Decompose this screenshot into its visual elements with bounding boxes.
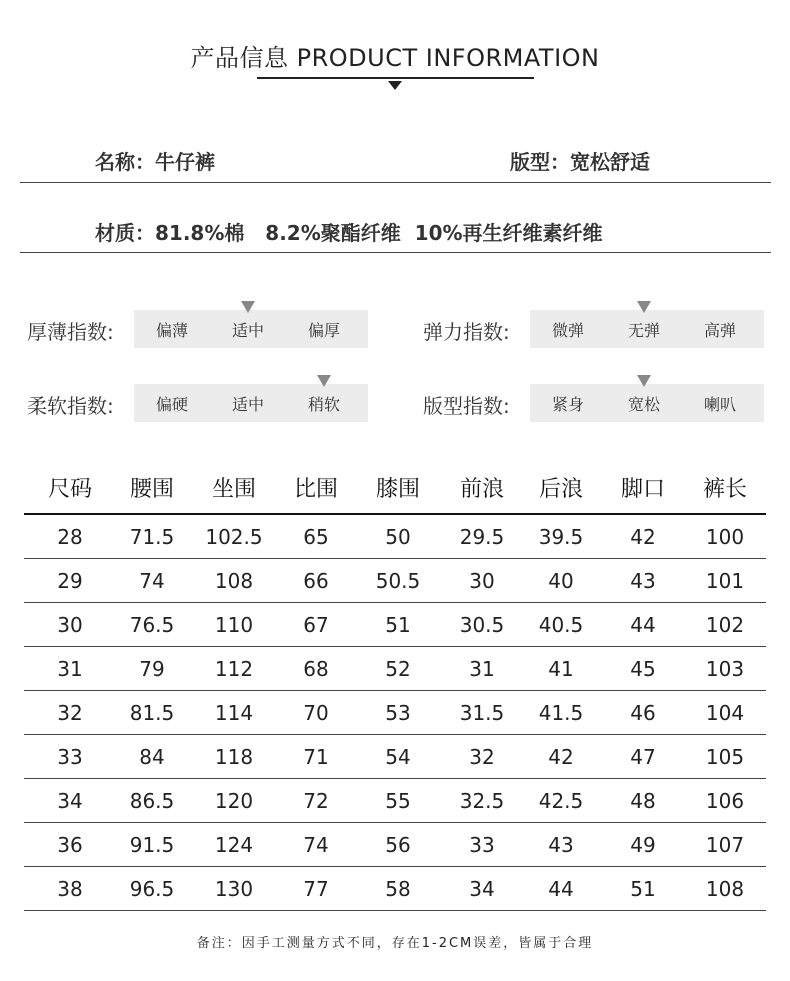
table-cell: 70 (303, 700, 329, 725)
table-cell: 31 (57, 656, 83, 681)
product-material: 材质：81.8%棉 8.2%聚酯纤维 10%再生纤维素纤维 (95, 221, 603, 245)
table-cell: 55 (385, 788, 411, 813)
index-option: 无弹 (627, 320, 660, 340)
index-option: 稍软 (307, 394, 340, 414)
table-cell: 103 (705, 656, 745, 681)
table-cell: 77 (303, 876, 329, 901)
table-cell: 130 (214, 876, 254, 901)
index-marker-icon (637, 301, 651, 313)
table-cell: 74 (139, 568, 165, 593)
table-cell: 50.5 (375, 568, 421, 593)
table-cell: 40.5 (538, 612, 584, 637)
index-marker-icon (637, 375, 651, 387)
index-label: 厚薄指数: (27, 320, 114, 344)
table-cell: 34 (57, 788, 83, 813)
table-cell: 81.5 (129, 700, 175, 725)
table-cell: 102 (705, 612, 745, 637)
table-cell: 114 (214, 700, 254, 725)
table-cell: 32.5 (459, 788, 505, 813)
divider (20, 182, 771, 183)
column-header: 膝围 (375, 477, 420, 502)
index-scale (530, 310, 764, 348)
table-cell: 74 (303, 832, 329, 857)
table-cell: 112 (214, 656, 254, 681)
title-pointer-icon (388, 81, 402, 90)
index-option: 紧身 (551, 394, 584, 414)
table-cell: 33 (57, 744, 83, 769)
table-row (24, 559, 766, 603)
index-scale (134, 384, 368, 422)
index-option: 微弹 (551, 320, 584, 340)
table-cell: 67 (303, 612, 329, 637)
table-cell: 120 (214, 788, 254, 813)
table-cell: 43 (548, 832, 574, 857)
table-cell: 42 (630, 524, 656, 549)
table-cell: 58 (385, 876, 411, 901)
index-option: 高弹 (703, 320, 736, 340)
table-cell: 66 (303, 568, 329, 593)
measurement-note: 备注：因手工测量方式不同，存在1-2CM误差，皆属于合理 (196, 936, 594, 951)
table-cell: 84 (139, 744, 165, 769)
table-cell: 86.5 (129, 788, 175, 813)
table-cell: 104 (705, 700, 745, 725)
table-cell: 30 (469, 568, 495, 593)
index-option: 偏厚 (307, 320, 340, 340)
table-cell: 43 (630, 568, 656, 593)
table-cell: 50 (385, 524, 411, 549)
table-cell: 79 (139, 656, 165, 681)
table-row (24, 603, 766, 647)
table-cell: 101 (705, 568, 745, 593)
table-cell: 32 (469, 744, 495, 769)
table-cell: 36 (57, 832, 83, 857)
column-header: 腰围 (129, 477, 174, 502)
table-cell: 106 (705, 788, 745, 813)
table-cell: 38 (57, 876, 83, 901)
table-row (24, 691, 766, 735)
title-underline (257, 77, 534, 79)
table-cell: 102.5 (205, 524, 263, 549)
column-header: 前浪 (459, 477, 504, 502)
table-cell: 34 (469, 876, 495, 901)
index-option: 适中 (231, 320, 264, 340)
table-row (24, 735, 766, 779)
table-cell: 40 (548, 568, 574, 593)
table-cell: 51 (630, 876, 656, 901)
table-cell: 65 (303, 524, 329, 549)
column-header: 后浪 (538, 477, 583, 502)
table-cell: 54 (385, 744, 411, 769)
table-cell: 71 (303, 744, 329, 769)
table-cell: 29 (57, 568, 83, 593)
table-cell: 46 (630, 700, 656, 725)
index-option: 喇叭 (703, 394, 736, 414)
size-table (24, 462, 766, 911)
table-cell: 32 (57, 700, 83, 725)
page-title: 产品信息 PRODUCT INFORMATION (190, 44, 600, 72)
table-cell: 110 (214, 612, 254, 637)
table-cell: 45 (630, 656, 656, 681)
table-row (24, 867, 766, 911)
table-cell: 41.5 (538, 700, 584, 725)
divider (20, 252, 771, 253)
table-cell: 76.5 (129, 612, 175, 637)
table-row (24, 515, 766, 559)
table-cell: 107 (705, 832, 745, 857)
index-scale (134, 310, 368, 348)
column-header: 尺码 (47, 477, 92, 502)
product-fit: 版型：宽松舒适 (510, 150, 650, 174)
table-cell: 41 (548, 656, 574, 681)
table-cell: 44 (630, 612, 656, 637)
table-cell: 53 (385, 700, 411, 725)
table-cell: 96.5 (129, 876, 175, 901)
table-cell: 108 (214, 568, 254, 593)
table-cell: 42 (548, 744, 574, 769)
table-cell: 42.5 (538, 788, 584, 813)
table-cell: 51 (385, 612, 411, 637)
table-cell: 49 (630, 832, 656, 857)
index-option: 宽松 (627, 394, 660, 414)
column-header: 坐围 (211, 477, 256, 502)
column-header: 裤长 (702, 477, 747, 502)
table-cell: 56 (385, 832, 411, 857)
table-cell: 108 (705, 876, 745, 901)
index-label: 弹力指数: (423, 320, 510, 344)
table-cell: 30 (57, 612, 83, 637)
table-row (24, 647, 766, 691)
table-cell: 91.5 (129, 832, 175, 857)
table-cell: 44 (548, 876, 574, 901)
table-cell: 100 (705, 524, 745, 549)
table-cell: 72 (303, 788, 329, 813)
index-label: 版型指数: (423, 394, 510, 418)
table-cell: 52 (385, 656, 411, 681)
table-cell: 31.5 (459, 700, 505, 725)
index-option: 偏硬 (155, 394, 188, 414)
table-cell: 30.5 (459, 612, 505, 637)
index-option: 偏薄 (155, 320, 188, 340)
column-header: 比围 (293, 477, 338, 502)
table-cell: 33 (469, 832, 495, 857)
index-scale (530, 384, 764, 422)
table-cell: 28 (57, 524, 83, 549)
index-option: 适中 (231, 394, 264, 414)
table-cell: 118 (214, 744, 254, 769)
index-marker-icon (241, 301, 255, 313)
table-header (24, 462, 766, 515)
table-body (24, 515, 766, 911)
table-cell: 105 (705, 744, 745, 769)
table-row (24, 823, 766, 867)
table-cell: 48 (630, 788, 656, 813)
table-cell: 39.5 (538, 524, 584, 549)
table-cell: 71.5 (129, 524, 175, 549)
table-cell: 29.5 (459, 524, 505, 549)
index-marker-icon (317, 375, 331, 387)
table-row (24, 779, 766, 823)
product-name: 名称：牛仔裤 (95, 150, 215, 174)
table-cell: 47 (630, 744, 656, 769)
table-cell: 124 (214, 832, 254, 857)
table-cell: 68 (303, 656, 329, 681)
index-label: 柔软指数: (27, 394, 114, 418)
column-header: 脚口 (620, 477, 665, 502)
table-cell: 31 (469, 656, 495, 681)
